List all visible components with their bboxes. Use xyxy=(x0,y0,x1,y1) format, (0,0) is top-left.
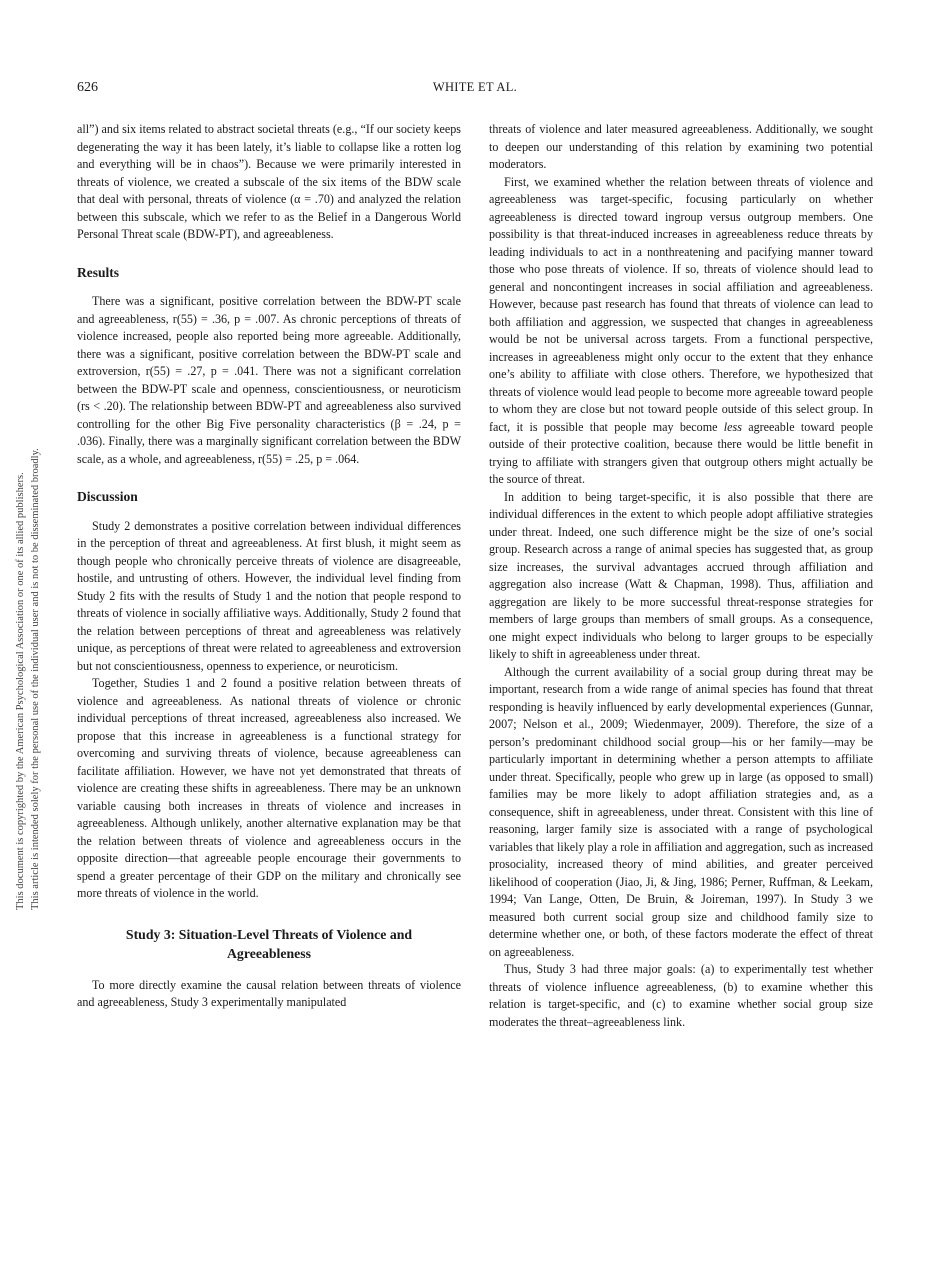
first-moderator-text-end: agreeable toward people outside of their protective coalition, because there would be little benefit in trying to affiliate with strangers given that outgroup others might actually be the source of threat. xyxy=(489,419,873,486)
right-column xyxy=(489,121,873,1031)
page-number: 626 xyxy=(77,80,98,95)
individual-differences-paragraph: In addition to being target-specific, it is also possible that there are individual differences in the extent to which people adopt affiliative strategies under threat. Indeed, one such difference might be the size of one’s social group. Research across a range of animal species has suggested that, as group size increases, the survival advantages accrued through affiliation and aggregation also increase (Watt & Chapman, 1998). Thus, affiliation and aggregation are likely to be more successful threat-response strategies for members of large groups than members of small groups. As a consequence, one might expect individuals who belong to larger groups to be especially likely to shift in agreeableness under threat. xyxy=(489,489,873,661)
results-paragraph: There was a significant, positive correlation between the BDW-PT scale and agreeableness, r(55) = .36, p = .007. As chronic perceptions of threats of violence increased, people also reported being more agreeable. Additionally, there was a significant, positive correlation between the BDW-PT scale and extroversion, r(55) = .27, p = .041. There was not a significant correlation between the BDW-PT scale and openness, conscientiousness, or neuroticism (rs < .20). The relationship between BDW-PT and agreeableness also survived controlling for the other Big Five personality characteristics (β = .24, p = .036). Finally, there was a marginally significant correlation between the BDW scale, as a whole, and agreeableness, r(55) = .25, p = .064. xyxy=(77,294,461,466)
copyright-notice xyxy=(14,350,43,910)
copyright-line-2: This article is intended solely for the personal use of the individual user and is not to be disseminated broadly. xyxy=(29,448,41,910)
developmental-paragraph: Although the current availability of a social group during threat may be important, research from a wide range of animal species has found that threat responding is heavily influenced by early developmental experiences (Gunnar, 2007; Nelson et al., 2009; Wiedenmayer, 2009). Therefore, the size of a person’s predominant childhood social group—his or her family—may be particularly important in determining whether a person attempts to affiliate under threat. Specifically, people who grew up in large (as opposed to small) families may be more likely to adopt affiliation strategies and, as a consequence, shift in agreeableness, under threat. Consistent with this line of reasoning, larger family size is associated with a range of psychological variables that likely play a role in affiliation and aggregation, such as increased prosociality, increased theory of mind abilities, and greater perceived likelihood of cooperation (Jiao, Ji, & Jing, 1986; Perner, Ruffman, & Leekam, 1994; Van Lange, Otten, De Bruin, & Joireman, 1997). In Study 3 we measured both current social group size and childhood family size to determine whether one, or both, of these factors moderate the effect of threat on agreeableness. xyxy=(489,664,873,959)
copyright-line-1: This document is copyrighted by the American Psychological Association or one of its allied publishers. xyxy=(15,472,26,910)
discussion-paragraph-2: Together, Studies 1 and 2 found a positive relation between threats of violence and agreeableness. As national threats of violence or chronic individual perceptions of threat increased, agreeableness also increased. We propose that this increase in agreeableness is a functional strategy for overcoming and surviving threats of violence, because agreeableness can facilitate affiliation. However, we have not yet demonstrated that threats of violence are creating these shifts in agreeableness. There may be an unknown variable causing both increases in threats of violence and increases in agreeableness. Although unlikely, another alternative explanation may be that the relation between threats of violence and agreeableness occurs in the opposite direction—that agreeable people encourage their governments to spend a greater percentage of their GDP on the military and chronically see more threats of violence in the world. xyxy=(77,676,461,900)
first-moderator-paragraph xyxy=(489,174,873,489)
study3-heading: Study 3: Situation-Level Threats of Violence and Agreeableness xyxy=(125,926,413,961)
running-head: WHITE ET AL. xyxy=(432,80,518,94)
first-moderator-text: First, we examined whether the relation between threats of violence and agreeableness was target-specific, focusing particularly on whether agreeableness is directed toward ingroup versus outgroup members. One possibility is that threat-induced increases in agreeableness reduce threats by leading individuals to act in a nonthreatening and pacifying manner toward those who pose threats of violence. If so, threats of violence should lead to general and noncontingent increases in social affiliation and agreeableness. However, because past research has found that threats of violence can lead to both affiliation and aggression, we suspected that changes in agreeableness would be not be universal across targets. From a functional perspective, increases in agreeableness might only occur to the extent that they enhance one’s ability to affiliate with close others. Therefore, we hypothesized that threats of violence would lead people to become more agreeable toward people to whom they are close but not toward people outside of this select group. In fact, it is possible that people may become xyxy=(489,174,873,434)
emphasis-less: less xyxy=(723,419,742,434)
results-heading: Results xyxy=(77,264,120,280)
discussion-paragraph-1: Study 2 demonstrates a positive correlation between individual differences in the perception of threat and agreeableness. At first blush, it might seem as though people who chronically perceive threats of violence are disagreeable, hostile, and untrusting of others. However, the individual level finding from Study 2 fits with the results of Study 1 and the notion that people respond to threats of violence in socially affiliative ways. Additionally, Study 2 found that the relation between perceptions of threat and agreeableness was relatively unique, as perceptions of threat were related to agreeableness and extroversion but not conscientiousness, openness to experience, or neuroticism. xyxy=(77,518,461,673)
continued-paragraph: threats of violence and later measured agreeableness. Additionally, we sought to deepen our understanding of this relation by examining two potential moderators. xyxy=(489,122,873,171)
left-column xyxy=(77,121,461,1012)
study3-intro-paragraph: To more directly examine the causal relation between threats of violence and agreeableness, Study 3 experimentally manipulated xyxy=(77,977,461,1009)
goals-paragraph: Thus, Study 3 had three major goals: (a) to experimentally test whether threats of violence influence agreeableness, (b) to examine whether this relation is target-specific, and (c) to examine whether social group size moderates the threat–agreeableness link. xyxy=(489,962,873,1029)
discussion-heading: Discussion xyxy=(77,489,138,504)
intro-paragraph: all”) and six items related to abstract societal threats (e.g., “If our society keeps degenerating the way it has been lately, it’s liable to collapse like a rotten log and everything will be in chaos”). Because we were primarily interested in threats of violence, we created a subscale of the six items of the BDW scale that deal with personal, threats of violence (α = .70) and analyzed the relation between this subscale, which we refer to as the Belief in a Dangerous World Personal Threat scale (BDW-PT), and agreeableness. xyxy=(77,122,461,241)
